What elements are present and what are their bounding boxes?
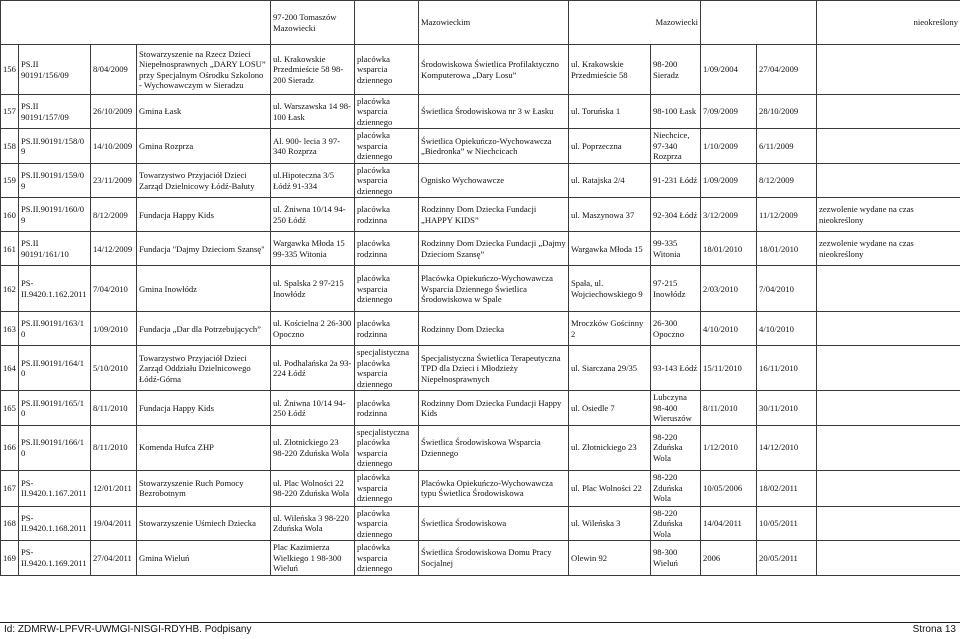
- row-type-cell: placówka wsparcia dziennego: [355, 266, 419, 312]
- row-lp-cell: 156: [1, 45, 19, 95]
- row-type-cell: specjalistyczna placówka wsparcia dziennego: [355, 346, 419, 391]
- row-facility-name-cell: Rodzinny Dom Dziecka Fundacji „HAPPY KIDS”: [419, 198, 569, 232]
- row-lp-cell: 160: [1, 198, 19, 232]
- row-date-to-cell: 20/05/2011: [757, 541, 817, 575]
- row-entity-address-cell: ul. Warszawska 14 98-100 Łask: [271, 95, 355, 129]
- row-facility-city-cell: 97-215 Inowłódz: [651, 266, 701, 312]
- row-status-cell: [817, 95, 960, 129]
- row-date-from-cell: 4/10/2010: [701, 312, 757, 346]
- row-date-to-cell: 6/11/2009: [757, 129, 817, 163]
- row-number-cell: PS-II.9420.1.167.2011: [19, 470, 91, 506]
- row-date-from-cell: 3/12/2009: [701, 198, 757, 232]
- row-entity-cell: Towarzystwo Przyjaciół Dzieci Zarząd Oddziału Dzielnicowego Łódź-Górna: [137, 346, 271, 391]
- row-number-cell: PS.II.90191/163/10: [19, 312, 91, 346]
- row-number-cell: PS.II 90191/156/09: [19, 45, 91, 95]
- row-date-cell: 27/04/2011: [91, 541, 137, 575]
- registry-row: [1, 163, 960, 197]
- row-status-cell: [817, 425, 960, 470]
- registry-row: [1, 425, 960, 470]
- row-facility-name-cell: Środowiskowa Świetlica Profilaktyczno Komputerowa „Dary Losu”: [419, 45, 569, 95]
- row-facility-city-cell: 98-300 Wieluń: [651, 541, 701, 575]
- registry-row: [1, 506, 960, 540]
- row-entity-cell: Gmina Wieluń: [137, 541, 271, 575]
- registry-row: [1, 541, 960, 575]
- header-blank-cell: [1, 1, 271, 45]
- row-status-cell: [817, 346, 960, 391]
- row-facility-address-cell: ul. Ratajska 2/4: [569, 163, 651, 197]
- row-date-cell: 14/12/2009: [91, 232, 137, 266]
- row-date-from-cell: 14/04/2011: [701, 506, 757, 540]
- row-date-cell: 8/04/2009: [91, 45, 137, 95]
- row-entity-address-cell: ul. Kościelna 2 26-300 Opoczno: [271, 312, 355, 346]
- row-status-cell: [817, 506, 960, 540]
- row-entity-cell: Stowarzyszenie na Rzecz Dzieci Niepełnosprawnych „DARY LOSU” przy Specjalnym Ośrodku Szkolono - Wychowawczym w Sieradzu: [137, 45, 271, 95]
- row-entity-cell: Towarzystwo Przyjaciół Dzieci Zarząd Dzielnicowy Łódź-Bałuty: [137, 163, 271, 197]
- registry-row: [1, 45, 960, 95]
- registry-row: [1, 232, 960, 266]
- row-status-cell: [817, 163, 960, 197]
- row-date-from-cell: 18/01/2010: [701, 232, 757, 266]
- header-blank-cell: [355, 1, 419, 45]
- row-entity-cell: Fundacja „Dar dla Potrzebujących”: [137, 312, 271, 346]
- row-facility-city-cell: Niechcice, 97-340 Rozprza: [651, 129, 701, 163]
- row-lp-cell: 159: [1, 163, 19, 197]
- row-type-cell: placówka rodzinna: [355, 312, 419, 346]
- row-lp-cell: 163: [1, 312, 19, 346]
- row-entity-cell: Gmina Rozprza: [137, 129, 271, 163]
- row-date-to-cell: 11/12/2009: [757, 198, 817, 232]
- row-facility-address-cell: ul. Maszynowa 37: [569, 198, 651, 232]
- row-date-from-cell: 10/05/2006: [701, 470, 757, 506]
- row-date-from-cell: 8/11/2010: [701, 391, 757, 425]
- row-facility-name-cell: Rodzinny Dom Dziecka Fundacji Happy Kids: [419, 391, 569, 425]
- row-facility-city-cell: 98-220 Zduńska Wola: [651, 470, 701, 506]
- row-date-cell: 8/12/2009: [91, 198, 137, 232]
- row-facility-city-cell: 98-220 Zduńska Wola: [651, 506, 701, 540]
- row-type-cell: placówka rodzinna: [355, 232, 419, 266]
- row-date-to-cell: 28/10/2009: [757, 95, 817, 129]
- row-date-to-cell: 10/05/2011: [757, 506, 817, 540]
- footer-document-id: Id: ZDMRW-LPFVR-UWMGI-NISGI-RDYHB. Podpisany: [4, 624, 252, 635]
- row-facility-address-cell: ul. Siarczana 29/35: [569, 346, 651, 391]
- row-entity-address-cell: ul. Żniwna 10/14 94-250 Łódź: [271, 198, 355, 232]
- row-entity-address-cell: Al. 900- lecia 3 97-340 Rozprza: [271, 129, 355, 163]
- row-type-cell: placówka wsparcia dziennego: [355, 129, 419, 163]
- registry-row: [1, 129, 960, 163]
- row-date-from-cell: 1/09/2009: [701, 163, 757, 197]
- row-facility-city-cell: 91-231 Łódź: [651, 163, 701, 197]
- header-voivodeship-cell: Mazowiecki: [569, 1, 701, 45]
- registry-row: [1, 346, 960, 391]
- row-number-cell: PS.II.90191/160/09: [19, 198, 91, 232]
- row-facility-name-cell: Placówka Opiekuńczo-Wychowawcza typu Świetlica Środowiskowa: [419, 470, 569, 506]
- row-facility-city-cell: 99-335 Witonia: [651, 232, 701, 266]
- row-number-cell: PS.II 90191/161/10: [19, 232, 91, 266]
- row-facility-city-cell: 92-304 Łódź: [651, 198, 701, 232]
- row-lp-cell: 164: [1, 346, 19, 391]
- row-date-to-cell: 7/04/2010: [757, 266, 817, 312]
- row-facility-address-cell: ul. Toruńska 1: [569, 95, 651, 129]
- row-type-cell: placówka wsparcia dziennego: [355, 45, 419, 95]
- row-entity-cell: Gmina Łask: [137, 95, 271, 129]
- row-entity-address-cell: ul. Podhalańska 2a 93-224 Łódź: [271, 346, 355, 391]
- row-lp-cell: 165: [1, 391, 19, 425]
- row-date-from-cell: 2/03/2010: [701, 266, 757, 312]
- row-lp-cell: 166: [1, 425, 19, 470]
- row-entity-address-cell: Plac Kazimierza Wielkiego 1 98-300 Wieluń: [271, 541, 355, 575]
- row-entity-cell: Stowarzyszenie Ruch Pomocy Bezrobotnym: [137, 470, 271, 506]
- row-date-to-cell: 27/04/2009: [757, 45, 817, 95]
- row-type-cell: placówka wsparcia dziennego: [355, 95, 419, 129]
- row-facility-city-cell: Lubczyna 98-400 Wieruszów: [651, 391, 701, 425]
- registry-row: [1, 391, 960, 425]
- registry-body: [1, 1, 960, 576]
- row-date-to-cell: 14/12/2010: [757, 425, 817, 470]
- row-lp-cell: 167: [1, 470, 19, 506]
- row-facility-city-cell: 98-100 Łask: [651, 95, 701, 129]
- row-date-cell: 8/11/2010: [91, 425, 137, 470]
- row-date-cell: 23/11/2009: [91, 163, 137, 197]
- row-entity-cell: Komenda Hufca ZHP: [137, 425, 271, 470]
- footer-divider: [0, 622, 960, 623]
- row-number-cell: PS-II.9420.1.168.2011: [19, 506, 91, 540]
- row-facility-address-cell: ul. Osiedle 7: [569, 391, 651, 425]
- row-facility-address-cell: Wargawka Młoda 15: [569, 232, 651, 266]
- row-facility-name-cell: Rodzinny Dom Dziecka Fundacji „Dajmy Dzieciom Szansę”: [419, 232, 569, 266]
- row-date-to-cell: 30/11/2010: [757, 391, 817, 425]
- registry-row: [1, 95, 960, 129]
- row-number-cell: PS.II.90191/164/10: [19, 346, 91, 391]
- row-facility-address-cell: ul. Krakowskie Przedmieście 58: [569, 45, 651, 95]
- row-entity-address-cell: ul. Złotnickiego 23 98-220 Zduńska Wola: [271, 425, 355, 470]
- row-lp-cell: 161: [1, 232, 19, 266]
- row-date-cell: 14/10/2009: [91, 129, 137, 163]
- row-status-cell: [817, 391, 960, 425]
- row-facility-name-cell: Świetlica Środowiskowa Domu Pracy Socjalnej: [419, 541, 569, 575]
- row-date-to-cell: 4/10/2010: [757, 312, 817, 346]
- row-type-cell: placówka wsparcia dziennego: [355, 470, 419, 506]
- header-county-cell: Mazowieckim: [419, 1, 569, 45]
- row-facility-name-cell: Świetlica Środowiskowa nr 3 w Łasku: [419, 95, 569, 129]
- row-date-cell: 1/09/2010: [91, 312, 137, 346]
- row-type-cell: specjalistyczna placówka wsparcia dziennego: [355, 425, 419, 470]
- row-facility-name-cell: Świetlica Środowiskowa Wsparcia Dziennego: [419, 425, 569, 470]
- row-type-cell: placówka wsparcia dziennego: [355, 506, 419, 540]
- row-type-cell: placówka wsparcia dziennego: [355, 163, 419, 197]
- registry-row: [1, 312, 960, 346]
- row-number-cell: PS-II.9420.1.169.2011: [19, 541, 91, 575]
- row-facility-address-cell: ul. Wileńska 3: [569, 506, 651, 540]
- row-entity-cell: Stowarzyszenie Uśmiech Dziecka: [137, 506, 271, 540]
- row-entity-address-cell: ul. Spalska 2 97-215 Inowłódz: [271, 266, 355, 312]
- row-facility-name-cell: Świetlica Opiekuńczo-Wychowawcza „Biedronka” w Niechcicach: [419, 129, 569, 163]
- registry-row: [1, 266, 960, 312]
- row-lp-cell: 168: [1, 506, 19, 540]
- row-entity-address-cell: ul. Żniwna 10/14 94-250 Łódź: [271, 391, 355, 425]
- row-facility-name-cell: Specjalistyczna Świetlica Terapeutyczna TPD dla Dzieci i Młodzieży Niepełnosprawnych: [419, 346, 569, 391]
- row-entity-cell: Fundacja Happy Kids: [137, 198, 271, 232]
- row-entity-address-cell: ul.Hipoteczna 3/5 Łódź 91-334: [271, 163, 355, 197]
- row-number-cell: PS.II.90191/166/10: [19, 425, 91, 470]
- row-status-cell: [817, 266, 960, 312]
- row-date-from-cell: 15/11/2010: [701, 346, 757, 391]
- footer-page-number: Strona 13: [912, 624, 956, 635]
- row-number-cell: PS-II.9420.1.162.2011: [19, 266, 91, 312]
- row-facility-city-cell: 93-143 Łódź: [651, 346, 701, 391]
- row-status-cell: [817, 312, 960, 346]
- registry-row: [1, 198, 960, 232]
- row-number-cell: PS.II 90191/157/09: [19, 95, 91, 129]
- row-lp-cell: 157: [1, 95, 19, 129]
- row-number-cell: PS.II.90191/159/09: [19, 163, 91, 197]
- row-facility-city-cell: 26-300 Opoczno: [651, 312, 701, 346]
- row-type-cell: placówka rodzinna: [355, 198, 419, 232]
- row-date-cell: 12/01/2011: [91, 470, 137, 506]
- row-type-cell: placówka rodzinna: [355, 391, 419, 425]
- row-status-cell: [817, 129, 960, 163]
- row-date-to-cell: 16/11/2010: [757, 346, 817, 391]
- row-lp-cell: 162: [1, 266, 19, 312]
- row-date-cell: 19/04/2011: [91, 506, 137, 540]
- row-status-cell: zezwolenie wydane na czas nieokreślony: [817, 198, 960, 232]
- header-blank-cell: [701, 1, 817, 45]
- row-entity-cell: Fundacja "Dajmy Dzieciom Szansę": [137, 232, 271, 266]
- row-date-cell: 8/11/2010: [91, 391, 137, 425]
- row-facility-name-cell: Rodzinny Dom Dziecka: [419, 312, 569, 346]
- row-date-from-cell: 2006: [701, 541, 757, 575]
- row-date-from-cell: 1/09/2004: [701, 45, 757, 95]
- header-continuation-row: [1, 1, 960, 45]
- row-status-cell: [817, 470, 960, 506]
- row-date-to-cell: 18/01/2010: [757, 232, 817, 266]
- row-facility-address-cell: Mroczków Gościnny 2: [569, 312, 651, 346]
- row-lp-cell: 158: [1, 129, 19, 163]
- row-facility-address-cell: Olewin 92: [569, 541, 651, 575]
- row-facility-address-cell: ul. Złotnickiego 23: [569, 425, 651, 470]
- header-address-cell: 97-200 Tomaszów Mazowiecki: [271, 1, 355, 45]
- row-entity-address-cell: ul. Plac Wolności 22 98-220 Zduńska Wola: [271, 470, 355, 506]
- row-facility-address-cell: ul. Poprzeczna: [569, 129, 651, 163]
- row-facility-name-cell: Placówka Opiekuńczo-Wychowawcza Wsparcia Dziennego Świetlica Środowiskowa w Spale: [419, 266, 569, 312]
- row-date-to-cell: 18/02/2011: [757, 470, 817, 506]
- row-facility-name-cell: Świetlica Środowiskowa: [419, 506, 569, 540]
- row-facility-address-cell: Spała, ul. Wojciechowskiego 9: [569, 266, 651, 312]
- row-entity-cell: Fundacja Happy Kids: [137, 391, 271, 425]
- row-status-cell: zezwolenie wydane na czas nieokreślony: [817, 232, 960, 266]
- row-date-from-cell: 1/12/2010: [701, 425, 757, 470]
- row-facility-name-cell: Ognisko Wychowawcze: [419, 163, 569, 197]
- row-number-cell: PS.II.90191/165/10: [19, 391, 91, 425]
- row-date-from-cell: 7/09/2009: [701, 95, 757, 129]
- row-date-cell: 26/10/2009: [91, 95, 137, 129]
- row-date-to-cell: 8/12/2009: [757, 163, 817, 197]
- row-lp-cell: 169: [1, 541, 19, 575]
- row-entity-cell: Gmina Inowłódz: [137, 266, 271, 312]
- row-facility-city-cell: 98-200 Sieradz: [651, 45, 701, 95]
- registry-row: [1, 470, 960, 506]
- row-facility-city-cell: 98-220 Zduńska Wola: [651, 425, 701, 470]
- row-entity-address-cell: ul. Wileńska 3 98-220 Zduńska Wola: [271, 506, 355, 540]
- row-status-cell: [817, 45, 960, 95]
- row-date-cell: 5/10/2010: [91, 346, 137, 391]
- row-date-cell: 7/04/2010: [91, 266, 137, 312]
- row-entity-address-cell: ul. Krakowskie Przedmieście 58 98-200 Sieradz: [271, 45, 355, 95]
- row-facility-address-cell: ul. Plac Wolności 22: [569, 470, 651, 506]
- header-status-cell: nieokreślony: [817, 1, 960, 45]
- row-entity-address-cell: Wargawka Młoda 15 99-335 Witonia: [271, 232, 355, 266]
- row-date-from-cell: 1/10/2009: [701, 129, 757, 163]
- row-status-cell: [817, 541, 960, 575]
- row-type-cell: placówka wsparcia dziennego: [355, 541, 419, 575]
- row-number-cell: PS.II.90191/158/09: [19, 129, 91, 163]
